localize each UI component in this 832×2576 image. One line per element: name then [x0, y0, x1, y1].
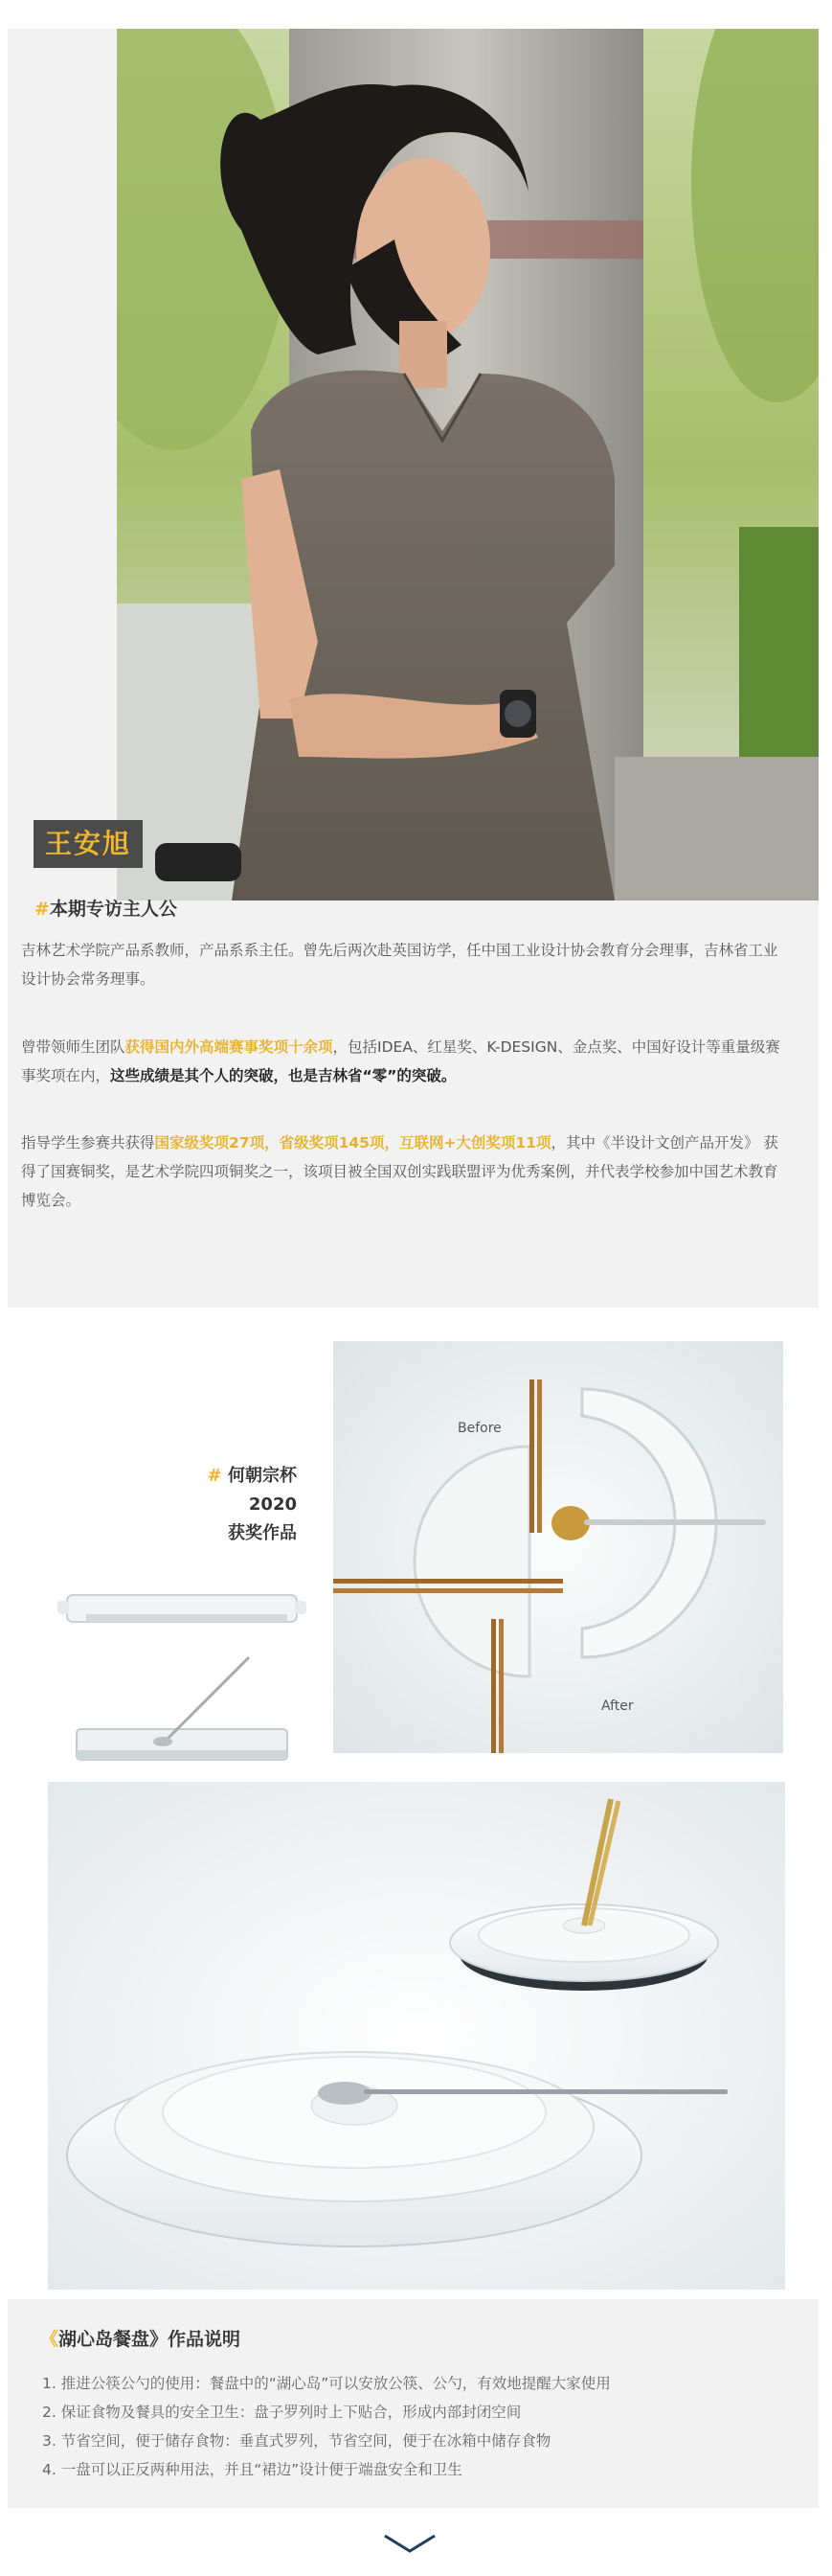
bio-paragraph-1: 吉林艺术学院产品系教师，产品系系主任。曾先后两次赴英国访学，任中国工业设计协会教育分会理事，吉林省工业设计协会常务理事。 — [21, 942, 778, 988]
award-caption — [172, 1462, 297, 1548]
list-item: 2. 保证食物及餐具的安全卫生：盘子罗列时上下贴合，形成内部封闭空间 — [42, 2404, 522, 2421]
list-item: 1. 推进公筷公勺的使用：餐盘中的“湖心岛”可以安放公筷、公勺，有效地提醒大家使用 — [42, 2375, 611, 2392]
plates-render-image — [48, 1782, 785, 2290]
description-title — [40, 2325, 240, 2351]
portrait-photo — [117, 29, 819, 900]
section-title — [34, 895, 177, 921]
side-view-images — [57, 1585, 306, 1772]
award-line-1 — [172, 1462, 297, 1491]
list-item: 3. 节省空间，便于储存食物：垂直式罗列，节省空间，便于在冰箱中储存食物 — [42, 2432, 551, 2450]
list-item: 4. 一盘可以正反两种用法，并且“裙边”设计便于端盘安全和卫生 — [42, 2461, 462, 2478]
title-bracket-open: 《 — [40, 2329, 59, 2350]
bio-3-pre: 指导学生参赛共获得 — [21, 1134, 155, 1151]
description-list — [42, 2369, 789, 2484]
bio-paragraph-2 — [21, 1033, 792, 1090]
award-label: 获奖作品 — [228, 1523, 297, 1543]
before-after-image — [333, 1341, 783, 1753]
bio-2-mid: ，包括IDEA、红星奖、K-DESIGN、金点奖、中国好设计等重量级赛事奖项在内， — [21, 1038, 780, 1084]
before-label: Before — [458, 1421, 502, 1436]
bio-2-pre: 曾带领师生团队 — [21, 1038, 125, 1056]
bio-paragraph-3 — [21, 1128, 792, 1215]
award-name: 何朝宗杯 — [228, 1466, 297, 1486]
bio-2-highlight: 获得国内外高端赛事奖项十余项 — [124, 1038, 333, 1056]
chevron-down-icon[interactable] — [381, 2530, 438, 2557]
bio-3-highlight: 国家级奖项27项，省级奖项145项，互联网+大创奖项11项 — [154, 1134, 551, 1151]
hash-mark: # — [34, 899, 50, 920]
title-suffix: 》作品说明 — [149, 2329, 241, 2350]
hash-mark: # — [207, 1466, 228, 1486]
bio-2-emphasis: 这些成绩是其个人的突破，也是吉林省“零”的突破。 — [110, 1067, 457, 1084]
after-label: After — [601, 1698, 634, 1714]
award-year: 2020 — [248, 1494, 297, 1515]
work-name: 湖心岛餐盘 — [58, 2329, 150, 2350]
section-title-text: 本期专访主人公 — [49, 899, 177, 920]
bio-3-post: ，其中《半设计文创产品开发》 获得了国赛铜奖，是艺术学院四项铜奖之一，该项目被全国双创实践联盟评为优秀案例，并代表学校参加中国艺术教育博览会。 — [21, 1134, 778, 1209]
name-tag: 王安旭 — [34, 820, 143, 868]
